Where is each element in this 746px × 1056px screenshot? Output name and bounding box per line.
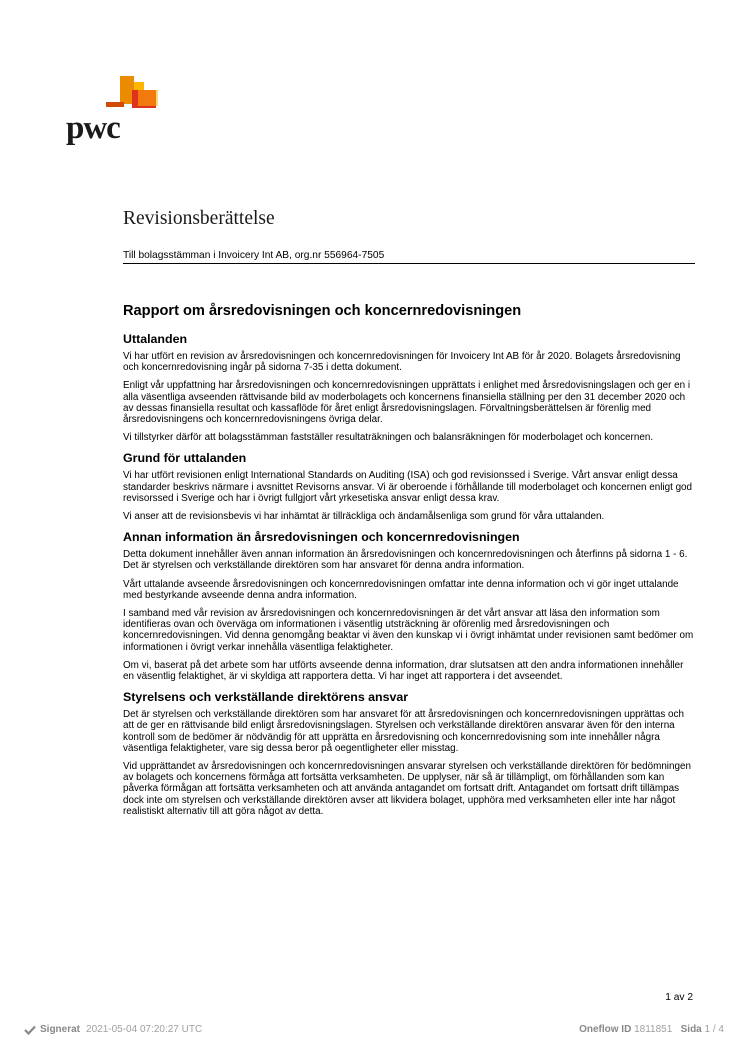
paragraph: I samband med vår revision av årsredovisningen och koncernredovisningen är det vårt ansvar att läsa den information som identifieras ovan och överväga om informationen i väsentlig utsträckning är oförenlig med årsredovisningen och koncernredovisningen. Vid denna genomgång beaktar vi även den kunskap vi i övrigt inhämtat under revisionen samt bedömer om informationen i övrigt verkar innehålla väsentliga felaktigheter.: [123, 608, 694, 653]
section-uttalanden: [123, 332, 695, 443]
logo-block-rose: [138, 90, 158, 106]
checkmark-icon: [24, 1025, 36, 1035]
section-annan-information: [123, 530, 695, 682]
section-heading: Annan information än årsredovisningen och koncernredovisningen: [123, 530, 520, 545]
footer-meta: [579, 1024, 724, 1035]
paragraph: Vårt uttalande avseende årsredovisningen och koncernredovisningen omfattar inte denna information och vi gör inget uttalande med bestyrkande avseende denna andra information.: [123, 578, 679, 601]
section-heading: Styrelsens och verkställande direktörens ansvar: [123, 690, 409, 705]
signed-status: [24, 1024, 202, 1035]
paragraph: Vi har utfört en revision av årsredovisningen och koncernredovisningen för Invoicery Int AB för år 2020. Bolagets årsredovisning och koncernredovisning ingår på sidorna 7-35 i detta dokument.: [123, 351, 681, 374]
report-heading: Rapport om årsredovisningen och koncernredovisningen: [123, 303, 522, 319]
signature-footer: [0, 1014, 746, 1056]
logo-block-darkred: [106, 102, 124, 107]
section-heading: Grund för uttalanden: [123, 451, 247, 466]
paragraph: Vi har utfört revisionen enligt International Standards on Auditing (ISA) och god revisionssed i Sverige. Vårt ansvar enligt dessa standarder beskrivs närmare i avsnittet Revisorns ansvar. Vi är oberoende i förhållande till moderbolaget och koncernen enligt god revisorssed i Sverige och har i övrigt fullgjort vårt yrkesetiska ansvar enligt dessa krav.: [123, 470, 693, 504]
section-styrelsens-ansvar: [123, 690, 695, 817]
paragraph: Detta dokument innehåller även annan information än årsredovisningen och koncernredovisningen och återfinns på sidorna 1 - 6. Det är styrelsen och verkställande direktören som har ansvaret för denna andra information.: [123, 549, 688, 572]
oneflow-label: Oneflow ID: [579, 1024, 632, 1035]
signed-timestamp: 2021-05-04 07:20:27 UTC: [86, 1024, 203, 1035]
paragraph: Vi tillstyrker därför att bolagsstämman fastställer resultaträkningen och balansräkningen för moderbolaget och koncernen.: [123, 432, 654, 444]
paragraph: Vi anser att de revisionsbevis vi har inhämtat är tillräckliga och ändamålsenliga som grund för våra uttalanden.: [123, 511, 605, 523]
pwc-logo: [66, 76, 166, 146]
addressee-line: Till bolagsstämman i Invoicery Int AB, org.nr 556964-7505: [123, 250, 695, 264]
paragraph: Vid upprättandet av årsredovisningen och koncernredovisningen ansvarar styrelsen och verkställande direktören för bedömningen av bolagets och koncernens förmåga att fortsätta verksamheten. De upplyser, när så är tillämpligt, om förhållanden som kan påverka förmågan att fortsätta verksamheten och att använda antagandet om fortsatt drift. Antagandet om fortsatt drift tillämpas dock inte om styrelsen och verkställande direktören avser att likvidera bolaget, upphöra med verksamheten eller inte har något realistiskt alternativ till att göra något av detta.: [123, 761, 691, 817]
paragraph: Det är styrelsen och verkställande direktören som har ansvaret för att årsredovisningen och koncernredovisningen upprättas och att de ger en rättvisande bild enligt årsredovisningslagen. Styrelsen och verkställande direktören ansvarar även för den interna kontroll som de bedömer är nödvändig för att upprätta en årsredovisning och koncernredovisning som inte innehåller några väsentliga felaktigheter, vare sig dessa beror på oegentligheter eller misstag.: [123, 709, 684, 754]
page-label: Sida: [680, 1024, 702, 1035]
paragraph: Enligt vår uppfattning har årsredovisningen och koncernredovisningen upprättats i enlighet med årsredovisningslagen och ger en i alla väsentliga avseenden rättvisande bild av moderbolagets och koncernens finansiella ställning per den 31 december 2020 och av dessas finansiella resultat och kassaflöde för året enligt årsredovisningslagen. Förvaltningsberättelsen är förenlig med årsredovisningens och koncernredovisningens övriga delar.: [123, 380, 691, 426]
signed-label: Signerat: [40, 1024, 81, 1035]
report-body: [123, 303, 695, 825]
page-value: 1 / 4: [704, 1024, 724, 1035]
oneflow-id: 1811851: [634, 1024, 673, 1035]
logo-wordmark: pwc: [66, 110, 120, 146]
page-number: 1 av 2: [665, 992, 693, 1003]
section-heading: Uttalanden: [123, 332, 188, 346]
paragraph: Om vi, baserat på det arbete som har utförts avseende denna information, drar slutsatsen att den andra informationen innehåller en väsentlig felaktighet, är vi skyldiga att rapportera detta. Vi har inget att rapportera i det avseendet.: [123, 659, 684, 683]
section-grund: [123, 451, 695, 522]
document-title: Revisionsberättelse: [123, 208, 275, 229]
